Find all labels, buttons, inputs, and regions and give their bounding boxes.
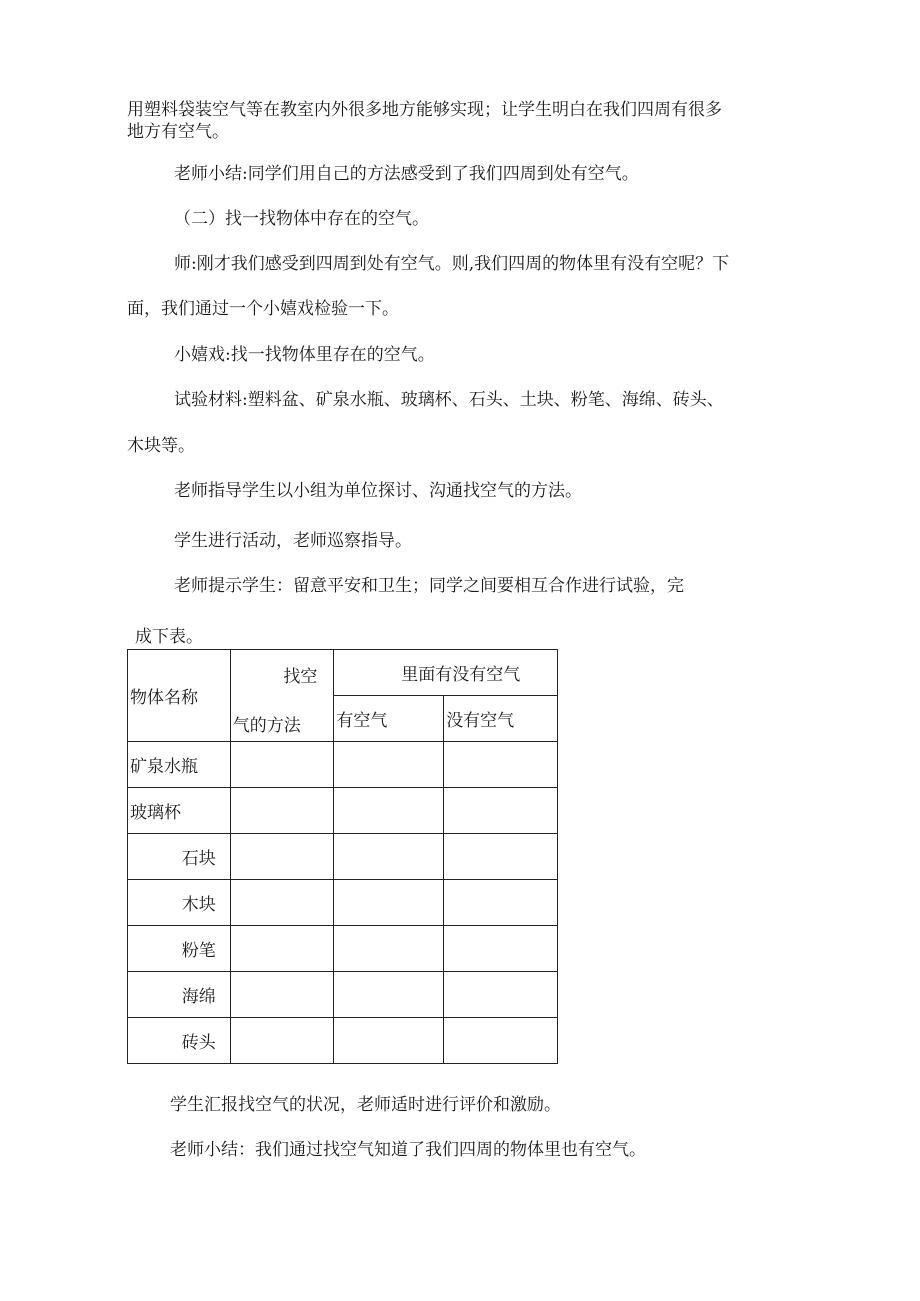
cell-method xyxy=(230,788,334,834)
table-header-row-1 xyxy=(128,650,558,696)
paragraph-reminder-line-1: 老师提示学生：留意平安和卫生；同学之间要相互合作进行试验，完 xyxy=(174,576,684,596)
row-object-name: 石块 xyxy=(128,834,231,880)
header-no-air xyxy=(444,696,558,742)
table-row xyxy=(128,926,558,972)
table-row xyxy=(128,972,558,1018)
header-has-air-group xyxy=(334,650,558,696)
header-has-air-label: 有空气 xyxy=(336,711,388,731)
header-method-top: 找空 xyxy=(283,667,318,687)
row-object-name: 木块 xyxy=(128,880,231,926)
cell-no-air xyxy=(444,1018,558,1064)
header-no-air-label: 没有空气 xyxy=(446,711,515,731)
cell-no-air xyxy=(444,788,558,834)
paragraph-activity: 学生进行活动，老师巡察指导。 xyxy=(174,531,412,551)
table-row xyxy=(128,834,558,880)
cell-no-air xyxy=(444,880,558,926)
header-object-name xyxy=(128,650,231,742)
header-method xyxy=(230,650,334,742)
cell-no-air xyxy=(444,972,558,1018)
cell-method xyxy=(230,834,334,880)
cell-no-air xyxy=(444,926,558,972)
row-object-name: 海绵 xyxy=(128,972,231,1018)
row-object-name: 玻璃杯 xyxy=(128,788,231,834)
paragraph-teacher-question-line-2: 面，我们通过一个小嬉戏检验一下。 xyxy=(127,299,399,319)
cell-has-air xyxy=(334,834,444,880)
paragraph-game: 小嬉戏:找一找物体里存在的空气。 xyxy=(174,345,435,365)
paragraph-1-line-2: 地方有空气。 xyxy=(127,122,229,142)
section-heading-2: （二）找一找物体中存在的空气。 xyxy=(174,209,429,229)
cell-has-air xyxy=(334,788,444,834)
header-has-air-group-label: 里面有没有空气 xyxy=(401,665,521,685)
paragraph-teacher-summary-1: 老师小结:同学们用自己的方法感受到了我们四周到处有空气。 xyxy=(174,164,639,184)
header-method-bottom: 气的方法 xyxy=(232,716,301,736)
cell-no-air xyxy=(444,742,558,788)
paragraph-materials-line-1: 试验材料:塑料盆、矿泉水瓶、玻璃杯、石头、土块、粉笔、海绵、砖头、 xyxy=(174,390,724,410)
cell-has-air xyxy=(334,972,444,1018)
row-object-name: 砖头 xyxy=(128,1018,231,1064)
cell-has-air xyxy=(334,926,444,972)
row-object-name: 矿泉水瓶 xyxy=(128,742,231,788)
paragraph-teacher-summary-2: 老师小结：我们通过找空气知道了我们四周的物体里也有空气。 xyxy=(170,1140,646,1160)
header-has-air xyxy=(334,696,444,742)
paragraph-reminder-line-2: 成下表。 xyxy=(135,627,203,647)
paragraph-teacher-question-line-1: 师:刚才我们感受到四周到处有空气。则,我们四周的物体里有没有空呢？下 xyxy=(174,254,730,274)
paragraph-materials-line-2: 木块等。 xyxy=(127,436,195,456)
cell-no-air xyxy=(444,834,558,880)
table-row xyxy=(128,1018,558,1064)
cell-method xyxy=(230,1018,334,1064)
cell-method xyxy=(230,926,334,972)
paragraph-report: 学生汇报找空气的状况，老师适时进行评价和激励。 xyxy=(170,1095,561,1115)
table-row xyxy=(128,742,558,788)
paragraph-1-line-1: 用塑料袋装空气等在教室内外很多地方能够实现；让学生明白在我们四周有很多 xyxy=(127,100,722,120)
cell-method xyxy=(230,880,334,926)
cell-method xyxy=(230,972,334,1018)
cell-method xyxy=(230,742,334,788)
cell-has-air xyxy=(334,742,444,788)
experiment-table xyxy=(127,649,558,1064)
table-row xyxy=(128,880,558,926)
header-object-name-label: 物体名称 xyxy=(130,688,198,708)
cell-has-air xyxy=(334,1018,444,1064)
paragraph-guidance: 老师指导学生以小组为单位探讨、沟通找空气的方法。 xyxy=(174,481,582,501)
row-object-name: 粉笔 xyxy=(128,926,231,972)
cell-has-air xyxy=(334,880,444,926)
table-row xyxy=(128,788,558,834)
